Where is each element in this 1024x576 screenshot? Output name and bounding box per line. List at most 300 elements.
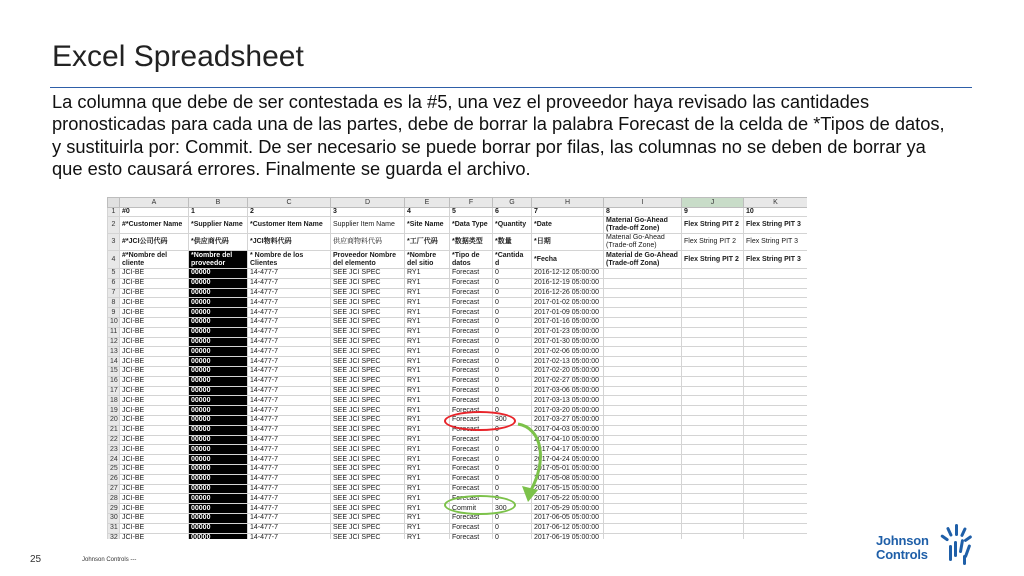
cell-d[interactable]: SEE JCI SPEC <box>331 376 405 386</box>
cell-empty[interactable] <box>604 484 682 494</box>
cell-a[interactable]: JCI-BE <box>120 308 189 318</box>
cell-b[interactable]: 00000 <box>189 308 248 318</box>
column-header-e[interactable]: E <box>405 198 450 208</box>
cell[interactable]: Flex String PIT 2 <box>682 234 744 251</box>
cell-e[interactable]: RY1 <box>405 435 450 445</box>
cell-h[interactable]: 2017-04-03 05:00:00 <box>532 425 604 435</box>
cell-b[interactable]: 00000 <box>189 396 248 406</box>
cell-h[interactable]: 2017-04-10 05:00:00 <box>532 435 604 445</box>
row-number[interactable]: 13 <box>108 347 120 357</box>
cell[interactable]: 6 <box>493 208 532 217</box>
cell-empty[interactable] <box>604 357 682 367</box>
cell-a[interactable]: JCI-BE <box>120 317 189 327</box>
cell-empty[interactable] <box>744 474 808 484</box>
cell[interactable]: 2 <box>248 208 331 217</box>
cell-f[interactable]: Forecast <box>450 435 493 445</box>
cell-c[interactable]: 14-477-7 <box>248 308 331 318</box>
cell-f[interactable]: Forecast <box>450 357 493 367</box>
cell-empty[interactable] <box>682 386 744 396</box>
cell-e[interactable]: RY1 <box>405 523 450 533</box>
cell-e[interactable]: RY1 <box>405 366 450 376</box>
cell-g[interactable]: 0 <box>493 366 532 376</box>
cell-f[interactable]: Forecast <box>450 376 493 386</box>
cell-a[interactable]: JCI-BE <box>120 435 189 445</box>
row-number[interactable]: 27 <box>108 484 120 494</box>
cell-empty[interactable] <box>682 445 744 455</box>
cell-empty[interactable] <box>744 376 808 386</box>
cell-empty[interactable] <box>744 288 808 298</box>
cell[interactable]: *Fecha <box>532 251 604 269</box>
cell-empty[interactable] <box>682 513 744 523</box>
cell-d[interactable]: SEE JCI SPEC <box>331 464 405 474</box>
cell-b[interactable]: 00000 <box>189 435 248 445</box>
cell-f[interactable]: Forecast <box>450 484 493 494</box>
cell-empty[interactable] <box>682 337 744 347</box>
cell-h[interactable]: 2017-03-20 05:00:00 <box>532 406 604 416</box>
cell-c[interactable]: 14-477-7 <box>248 415 331 425</box>
row-number[interactable]: 19 <box>108 406 120 416</box>
cell[interactable]: 5 <box>450 208 493 217</box>
cell-c[interactable]: 14-477-7 <box>248 337 331 347</box>
cell-empty[interactable] <box>682 484 744 494</box>
cell-c[interactable]: 14-477-7 <box>248 435 331 445</box>
cell-d[interactable]: SEE JCI SPEC <box>331 425 405 435</box>
cell-e[interactable]: RY1 <box>405 513 450 523</box>
cell-d[interactable]: SEE JCI SPEC <box>331 415 405 425</box>
cell-f[interactable]: Forecast <box>450 533 493 539</box>
row-number[interactable]: 11 <box>108 327 120 337</box>
cell-c[interactable]: 14-477-7 <box>248 494 331 504</box>
cell-h[interactable]: 2017-03-27 05:00:00 <box>532 415 604 425</box>
cell-empty[interactable] <box>604 494 682 504</box>
cell-empty[interactable] <box>682 278 744 288</box>
cell-g[interactable]: 0 <box>493 474 532 484</box>
cell-f[interactable]: Forecast <box>450 455 493 465</box>
cell-f[interactable]: Forecast <box>450 474 493 484</box>
cell-a[interactable]: JCI-BE <box>120 474 189 484</box>
cell-c[interactable]: 14-477-7 <box>248 533 331 539</box>
cell-b[interactable]: 00000 <box>189 464 248 474</box>
cell-e[interactable]: RY1 <box>405 474 450 484</box>
column-header-k[interactable]: K <box>744 198 808 208</box>
cell-d[interactable]: SEE JCI SPEC <box>331 288 405 298</box>
cell-e[interactable]: RY1 <box>405 415 450 425</box>
cell-empty[interactable] <box>744 504 808 514</box>
cell-empty[interactable] <box>604 406 682 416</box>
cell-empty[interactable] <box>604 533 682 539</box>
cell-b[interactable]: 00000 <box>189 317 248 327</box>
cell-b[interactable]: 00000 <box>189 386 248 396</box>
cell-a[interactable]: JCI-BE <box>120 376 189 386</box>
cell-h[interactable]: 2017-02-27 05:00:00 <box>532 376 604 386</box>
row-number[interactable]: 1 <box>108 208 120 217</box>
cell-empty[interactable] <box>682 435 744 445</box>
cell-d[interactable]: SEE JCI SPEC <box>331 317 405 327</box>
cell-empty[interactable] <box>604 425 682 435</box>
cell-c[interactable]: 14-477-7 <box>248 327 331 337</box>
cell-e[interactable]: RY1 <box>405 317 450 327</box>
row-number[interactable]: 10 <box>108 317 120 327</box>
cell-b[interactable]: 00000 <box>189 357 248 367</box>
cell-g[interactable]: 300 <box>493 504 532 514</box>
cell-a[interactable]: JCI-BE <box>120 269 189 279</box>
cell[interactable]: *Cantida d <box>493 251 532 269</box>
cell-empty[interactable] <box>682 406 744 416</box>
cell[interactable]: 1 <box>189 208 248 217</box>
cell-g[interactable]: 0 <box>493 376 532 386</box>
cell-empty[interactable] <box>744 406 808 416</box>
cell-e[interactable]: RY1 <box>405 533 450 539</box>
cell-f[interactable]: Forecast <box>450 298 493 308</box>
row-number[interactable]: 7 <box>108 288 120 298</box>
cell-empty[interactable] <box>682 298 744 308</box>
cell-e[interactable]: RY1 <box>405 327 450 337</box>
cell-empty[interactable] <box>604 269 682 279</box>
cell-e[interactable]: RY1 <box>405 278 450 288</box>
cell-f[interactable]: Forecast <box>450 288 493 298</box>
cell-d[interactable]: SEE JCI SPEC <box>331 455 405 465</box>
cell-f[interactable]: Forecast <box>450 327 493 337</box>
cell-empty[interactable] <box>682 533 744 539</box>
cell-c[interactable]: 14-477-7 <box>248 357 331 367</box>
cell-empty[interactable] <box>744 269 808 279</box>
cell-a[interactable]: JCI-BE <box>120 298 189 308</box>
row-number[interactable]: 9 <box>108 308 120 318</box>
cell-g[interactable]: 0 <box>493 278 532 288</box>
cell-empty[interactable] <box>682 415 744 425</box>
cell-g[interactable]: 0 <box>493 357 532 367</box>
cell-e[interactable]: RY1 <box>405 445 450 455</box>
cell-empty[interactable] <box>744 298 808 308</box>
cell-d[interactable]: SEE JCI SPEC <box>331 435 405 445</box>
cell[interactable]: Material de Go-Ahead (Trade-off Zona) <box>604 251 682 269</box>
cell-d[interactable]: SEE JCI SPEC <box>331 357 405 367</box>
cell-h[interactable]: 2017-02-13 05:00:00 <box>532 357 604 367</box>
cell-c[interactable]: 14-477-7 <box>248 396 331 406</box>
cell-b[interactable]: 00000 <box>189 288 248 298</box>
row-number[interactable]: 26 <box>108 474 120 484</box>
cell-empty[interactable] <box>744 337 808 347</box>
cell-g[interactable]: 0 <box>493 269 532 279</box>
cell-empty[interactable] <box>682 269 744 279</box>
cell-empty[interactable] <box>682 376 744 386</box>
cell-b[interactable]: 00000 <box>189 376 248 386</box>
cell-a[interactable]: JCI-BE <box>120 386 189 396</box>
cell-a[interactable]: JCI-BE <box>120 494 189 504</box>
cell[interactable]: Flex String PIT 2 <box>682 251 744 269</box>
cell-g[interactable]: 0 <box>493 288 532 298</box>
cell-f[interactable]: Forecast <box>450 386 493 396</box>
cell-c[interactable]: 14-477-7 <box>248 425 331 435</box>
cell-e[interactable]: RY1 <box>405 464 450 474</box>
row-number[interactable]: 20 <box>108 415 120 425</box>
cell-empty[interactable] <box>682 317 744 327</box>
cell-empty[interactable] <box>604 435 682 445</box>
cell-empty[interactable] <box>604 366 682 376</box>
cell-f[interactable]: Forecast <box>450 308 493 318</box>
cell[interactable]: *工厂代码 <box>405 234 450 251</box>
cell-h[interactable]: 2017-05-22 05:00:00 <box>532 494 604 504</box>
cell-empty[interactable] <box>744 513 808 523</box>
cell-d[interactable]: SEE JCI SPEC <box>331 523 405 533</box>
cell-e[interactable]: RY1 <box>405 425 450 435</box>
cell-g[interactable]: 0 <box>493 494 532 504</box>
column-header-c[interactable]: C <box>248 198 331 208</box>
cell[interactable]: Material Go-Ahead (Trade-off Zone) <box>604 234 682 251</box>
cell-g[interactable]: 0 <box>493 347 532 357</box>
cell-empty[interactable] <box>604 415 682 425</box>
cell[interactable]: #0 <box>120 208 189 217</box>
cell-empty[interactable] <box>604 347 682 357</box>
cell-d[interactable]: SEE JCI SPEC <box>331 278 405 288</box>
cell-empty[interactable] <box>744 357 808 367</box>
cell-h[interactable]: 2017-04-17 05:00:00 <box>532 445 604 455</box>
cell-b[interactable]: 00000 <box>189 445 248 455</box>
cell-f[interactable]: Forecast <box>450 445 493 455</box>
cell-d[interactable]: SEE JCI SPEC <box>331 337 405 347</box>
cell-h[interactable]: 2017-01-02 05:00:00 <box>532 298 604 308</box>
cell-empty[interactable] <box>604 376 682 386</box>
cell-h[interactable]: 2017-06-05 05:00:00 <box>532 513 604 523</box>
cell-a[interactable]: JCI-BE <box>120 415 189 425</box>
cell[interactable]: *数量 <box>493 234 532 251</box>
cell-g[interactable]: 0 <box>493 464 532 474</box>
cell-g[interactable]: 300 <box>493 415 532 425</box>
row-number[interactable]: 15 <box>108 366 120 376</box>
cell-h[interactable]: 2017-02-06 05:00:00 <box>532 347 604 357</box>
cell[interactable]: 10 <box>744 208 808 217</box>
row-number[interactable]: 30 <box>108 513 120 523</box>
cell-h[interactable]: 2017-06-19 05:00:00 <box>532 533 604 539</box>
column-header-g[interactable]: G <box>493 198 532 208</box>
cell-a[interactable]: JCI-BE <box>120 357 189 367</box>
cell-empty[interactable] <box>744 278 808 288</box>
cell-a[interactable]: JCI-BE <box>120 445 189 455</box>
cell-empty[interactable] <box>604 474 682 484</box>
cell-c[interactable]: 14-477-7 <box>248 288 331 298</box>
cell-c[interactable]: 14-477-7 <box>248 269 331 279</box>
cell-e[interactable]: RY1 <box>405 298 450 308</box>
cell-h[interactable]: 2017-01-16 05:00:00 <box>532 317 604 327</box>
cell-f[interactable]: Forecast <box>450 464 493 474</box>
cell-empty[interactable] <box>744 445 808 455</box>
cell-empty[interactable] <box>682 455 744 465</box>
column-header-h[interactable]: H <box>532 198 604 208</box>
cell-c[interactable]: 14-477-7 <box>248 523 331 533</box>
cell-e[interactable]: RY1 <box>405 269 450 279</box>
cell-a[interactable]: JCI-BE <box>120 406 189 416</box>
cell-empty[interactable] <box>604 337 682 347</box>
cell[interactable]: *JCI物料代码 <box>248 234 331 251</box>
cell-d[interactable]: SEE JCI SPEC <box>331 406 405 416</box>
cell-h[interactable]: 2017-04-24 05:00:00 <box>532 455 604 465</box>
cell-empty[interactable] <box>744 317 808 327</box>
cell-c[interactable]: 14-477-7 <box>248 445 331 455</box>
cell[interactable]: *Tipo de datos <box>450 251 493 269</box>
cell-f[interactable]: Forecast <box>450 347 493 357</box>
cell-d[interactable]: SEE JCI SPEC <box>331 386 405 396</box>
cell-c[interactable]: 14-477-7 <box>248 298 331 308</box>
cell-f[interactable]: Forecast <box>450 406 493 416</box>
cell-c[interactable]: 14-477-7 <box>248 455 331 465</box>
cell[interactable]: 9 <box>682 208 744 217</box>
cell-empty[interactable] <box>682 464 744 474</box>
cell-empty[interactable] <box>682 308 744 318</box>
cell-d[interactable]: SEE JCI SPEC <box>331 327 405 337</box>
cell-g[interactable]: 0 <box>493 484 532 494</box>
cell-empty[interactable] <box>744 396 808 406</box>
cell[interactable]: *供应商代码 <box>189 234 248 251</box>
cell-d[interactable]: SEE JCI SPEC <box>331 308 405 318</box>
cell-b[interactable]: 00000 <box>189 513 248 523</box>
cell-g[interactable]: 0 <box>493 308 532 318</box>
cell-h[interactable]: 2017-03-06 05:00:00 <box>532 386 604 396</box>
cell-f[interactable]: Forecast <box>450 415 493 425</box>
cell[interactable]: Flex String PIT 3 <box>744 251 808 269</box>
cell-b[interactable]: 00000 <box>189 494 248 504</box>
cell-f[interactable]: Forecast <box>450 317 493 327</box>
cell-b[interactable]: 00000 <box>189 278 248 288</box>
cell[interactable]: *Site Name <box>405 217 450 234</box>
cell-c[interactable]: 14-477-7 <box>248 376 331 386</box>
cell-h[interactable]: 2017-05-29 05:00:00 <box>532 504 604 514</box>
cell-a[interactable]: JCI-BE <box>120 464 189 474</box>
row-number[interactable]: 25 <box>108 464 120 474</box>
cell[interactable]: 3 <box>331 208 405 217</box>
cell-e[interactable]: RY1 <box>405 455 450 465</box>
cell-empty[interactable] <box>682 494 744 504</box>
cell-e[interactable]: RY1 <box>405 288 450 298</box>
cell[interactable]: *Nombre del proveedor <box>189 251 248 269</box>
cell[interactable]: 4 <box>405 208 450 217</box>
cell-f[interactable]: Forecast <box>450 523 493 533</box>
cell-h[interactable]: 2017-05-08 05:00:00 <box>532 474 604 484</box>
cell-e[interactable]: RY1 <box>405 406 450 416</box>
cell-h[interactable]: 2017-05-01 05:00:00 <box>532 464 604 474</box>
cell-d[interactable]: SEE JCI SPEC <box>331 269 405 279</box>
cell-f[interactable]: Commit <box>450 504 493 514</box>
cell-b[interactable]: 00000 <box>189 406 248 416</box>
cell-b[interactable]: 00000 <box>189 337 248 347</box>
row-number[interactable]: 4 <box>108 251 120 269</box>
cell-g[interactable]: 0 <box>493 298 532 308</box>
cell-c[interactable]: 14-477-7 <box>248 317 331 327</box>
cell-a[interactable]: JCI-BE <box>120 425 189 435</box>
cell-h[interactable]: 2017-02-20 05:00:00 <box>532 366 604 376</box>
cell-b[interactable]: 00000 <box>189 298 248 308</box>
cell-empty[interactable] <box>604 523 682 533</box>
cell-e[interactable]: RY1 <box>405 337 450 347</box>
cell-empty[interactable] <box>744 484 808 494</box>
cell-g[interactable]: 0 <box>493 317 532 327</box>
cell-f[interactable]: Forecast <box>450 513 493 523</box>
cell-d[interactable]: SEE JCI SPEC <box>331 474 405 484</box>
cell-h[interactable]: 2016-12-12 05:00:00 <box>532 269 604 279</box>
cell-f[interactable]: Forecast <box>450 366 493 376</box>
cell[interactable]: *Customer Item Name <box>248 217 331 234</box>
cell-empty[interactable] <box>744 494 808 504</box>
row-number[interactable]: 29 <box>108 504 120 514</box>
cell-b[interactable]: 00000 <box>189 425 248 435</box>
cell[interactable]: Supplier Item Name <box>331 217 405 234</box>
cell-d[interactable]: SEE JCI SPEC <box>331 366 405 376</box>
cell-empty[interactable] <box>682 396 744 406</box>
cell-e[interactable]: RY1 <box>405 484 450 494</box>
cell-a[interactable]: JCI-BE <box>120 513 189 523</box>
cell[interactable]: 8 <box>604 208 682 217</box>
row-number[interactable]: 31 <box>108 523 120 533</box>
cell-a[interactable]: JCI-BE <box>120 533 189 539</box>
cell[interactable]: Material Go-Ahead (Trade-off Zone) <box>604 217 682 234</box>
row-number[interactable]: 32 <box>108 533 120 539</box>
cell-c[interactable]: 14-477-7 <box>248 474 331 484</box>
cell-g[interactable]: 0 <box>493 533 532 539</box>
cell-c[interactable]: 14-477-7 <box>248 504 331 514</box>
cell-empty[interactable] <box>744 347 808 357</box>
cell-g[interactable]: 0 <box>493 435 532 445</box>
cell-h[interactable]: 2016-12-26 05:00:00 <box>532 288 604 298</box>
cell-g[interactable]: 0 <box>493 396 532 406</box>
cell-b[interactable]: 00000 <box>189 347 248 357</box>
cell-empty[interactable] <box>682 425 744 435</box>
row-number[interactable]: 8 <box>108 298 120 308</box>
cell[interactable]: *数据类型 <box>450 234 493 251</box>
cell-d[interactable]: SEE JCI SPEC <box>331 298 405 308</box>
cell[interactable]: Flex String PIT 3 <box>744 234 808 251</box>
row-number[interactable]: 14 <box>108 357 120 367</box>
row-number[interactable]: 16 <box>108 376 120 386</box>
cell-empty[interactable] <box>604 298 682 308</box>
column-header-b[interactable]: B <box>189 198 248 208</box>
cell-g[interactable]: 0 <box>493 513 532 523</box>
cell-g[interactable]: 0 <box>493 406 532 416</box>
cell-b[interactable]: 00000 <box>189 415 248 425</box>
cell-f[interactable]: Forecast <box>450 269 493 279</box>
column-header-a[interactable]: A <box>120 198 189 208</box>
cell-d[interactable]: SEE JCI SPEC <box>331 347 405 357</box>
cell[interactable]: #*JCI公司代码 <box>120 234 189 251</box>
cell-e[interactable]: RY1 <box>405 347 450 357</box>
cell-b[interactable]: 00000 <box>189 533 248 539</box>
cell-g[interactable]: 0 <box>493 523 532 533</box>
cell-empty[interactable] <box>744 327 808 337</box>
cell-empty[interactable] <box>682 504 744 514</box>
cell-d[interactable]: SEE JCI SPEC <box>331 445 405 455</box>
cell-empty[interactable] <box>604 455 682 465</box>
cell-a[interactable]: JCI-BE <box>120 523 189 533</box>
cell-empty[interactable] <box>682 523 744 533</box>
cell-g[interactable]: 0 <box>493 386 532 396</box>
cell-a[interactable]: JCI-BE <box>120 484 189 494</box>
cell-c[interactable]: 14-477-7 <box>248 484 331 494</box>
cell-d[interactable]: SEE JCI SPEC <box>331 504 405 514</box>
row-number[interactable]: 28 <box>108 494 120 504</box>
cell-a[interactable]: JCI-BE <box>120 327 189 337</box>
cell-b[interactable]: 00000 <box>189 269 248 279</box>
cell-d[interactable]: SEE JCI SPEC <box>331 494 405 504</box>
row-number[interactable]: 12 <box>108 337 120 347</box>
cell-g[interactable]: 0 <box>493 337 532 347</box>
cell-f[interactable]: Forecast <box>450 425 493 435</box>
cell-empty[interactable] <box>604 327 682 337</box>
row-number[interactable]: 6 <box>108 278 120 288</box>
cell-empty[interactable] <box>604 386 682 396</box>
cell-empty[interactable] <box>744 425 808 435</box>
cell[interactable]: *Quantity <box>493 217 532 234</box>
row-number[interactable]: 3 <box>108 234 120 251</box>
cell[interactable]: 7 <box>532 208 604 217</box>
cell-e[interactable]: RY1 <box>405 494 450 504</box>
